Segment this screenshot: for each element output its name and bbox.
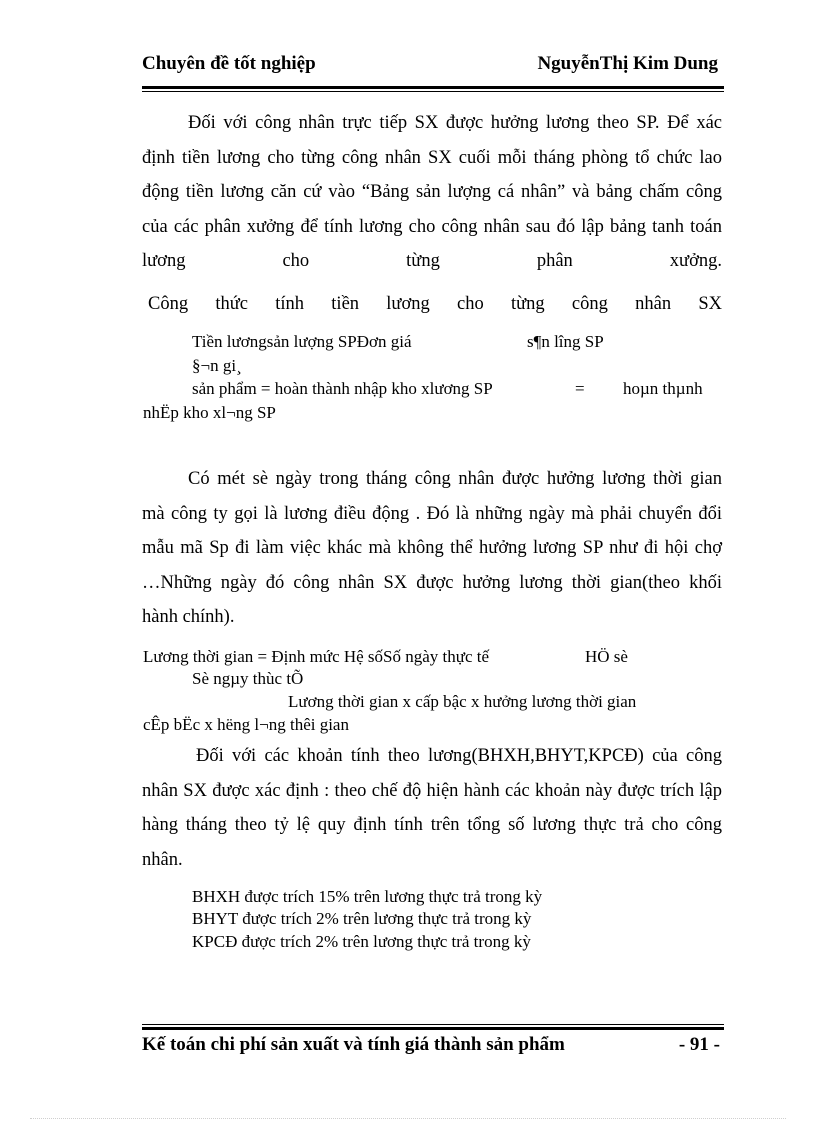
list-item: BHYT được trích 2% trên lương thực trả trong kỳ [192,909,532,928]
paragraph-line: Đối với công nhân trực tiếp SX được hưởng lương theo SP. Để xác [188,113,722,133]
list-item: KPCĐ được trích 2% trên lương thực trả trong kỳ [192,932,531,951]
paragraph-line: của các phân xưởng để tính lương cho công nhân sau đó lập bảng tanh toán [142,216,722,237]
formula1-line4: nhËp kho xl¬ng SP [143,403,276,422]
formula1-line2: §¬n gi¸ [192,356,242,375]
formula2-line3: Lương thời gian x cấp bậc x hưởng lương thời gian [288,692,637,711]
footer-title: Kế toán chi phí sản xuất và tính giá thành sản phẩm [142,1034,565,1055]
list-item: BHXH được trích 15% trên lương thực trả trong kỳ [192,887,543,906]
footer-rule-thin [142,1024,724,1025]
paragraph-deductions [142,739,722,877]
formula2-line1b: HÖ sè [585,647,628,666]
paragraph-line: nhân. [142,849,183,870]
formula1-line3c: hoµn thµnh [623,379,703,398]
paragraph-line: mà công ty gọi là lương điều động . Đó là những ngày mà phải chuyển đổi [142,503,722,524]
formula2-line1a: Lương thời gian = Định mức Hệ sốSố ngày thực tế [143,647,490,666]
paragraph-line: …Những ngày đó công nhân SX được hưởng lương thời gian(theo khối [142,572,722,593]
paragraph-line: Có mét sè ngày trong tháng công nhân được hưởng lương thời gian [188,469,722,489]
paragraph-wage-by-product [142,106,722,321]
page-bottom-divider [30,1118,786,1119]
formula1-line3a: sản phẩm = hoàn thành nhập kho xlương SP [192,379,493,398]
paragraph-line: mẫu mã Sp đi làm việc khác mà không thể hưởng lương SP như đi hội chợ [142,538,722,558]
formula1-line3b: = [575,379,585,398]
paragraph-line: hành chính). [142,607,235,627]
paragraph-line: hàng tháng theo tỷ lệ quy định tính trên tổng số lương thực trả cho công [142,815,722,835]
paragraph-line: Đối với các khoản tính theo lương(BHXH,BHYT,KPCĐ) của công [196,746,722,766]
header-rule-thick [142,86,724,89]
header-author: NguyễnThị Kim Dung [537,53,718,74]
paragraph-line: định tiền lương cho từng công nhân SX cuối mỗi tháng phòng tổ chức lao [142,147,722,168]
formula1-line1a: Tiền lươngsản lượng SPĐơn giá [192,332,412,351]
formula2-line2: Sè ngµy thùc tÕ [192,669,304,688]
header-left-title: Chuyên đề tốt nghiệp [142,53,316,74]
paragraph-line: Công thức tính tiền lương cho từng công nhân SX [148,293,722,314]
paragraph-line: nhân SX được xác định : theo chế độ hiện hành các khoản này được trích lập [142,780,722,801]
page-number: - 91 - [678,1034,720,1055]
formula2-line4: cÊp bËc x hëng l¬ng thêi gian [143,715,349,734]
formula1-line1b: s¶n lîng SP [527,332,604,351]
footer-rule-thick [142,1027,724,1030]
paragraph-line: lương cho từng phân xưởng. [142,251,722,271]
paragraph-time-wage [142,462,722,635]
paragraph-line: động tiền lương căn cứ vào “Bảng sản lượng cá nhân” và bảng chấm công [142,182,722,202]
header-rule-thin [142,91,724,92]
